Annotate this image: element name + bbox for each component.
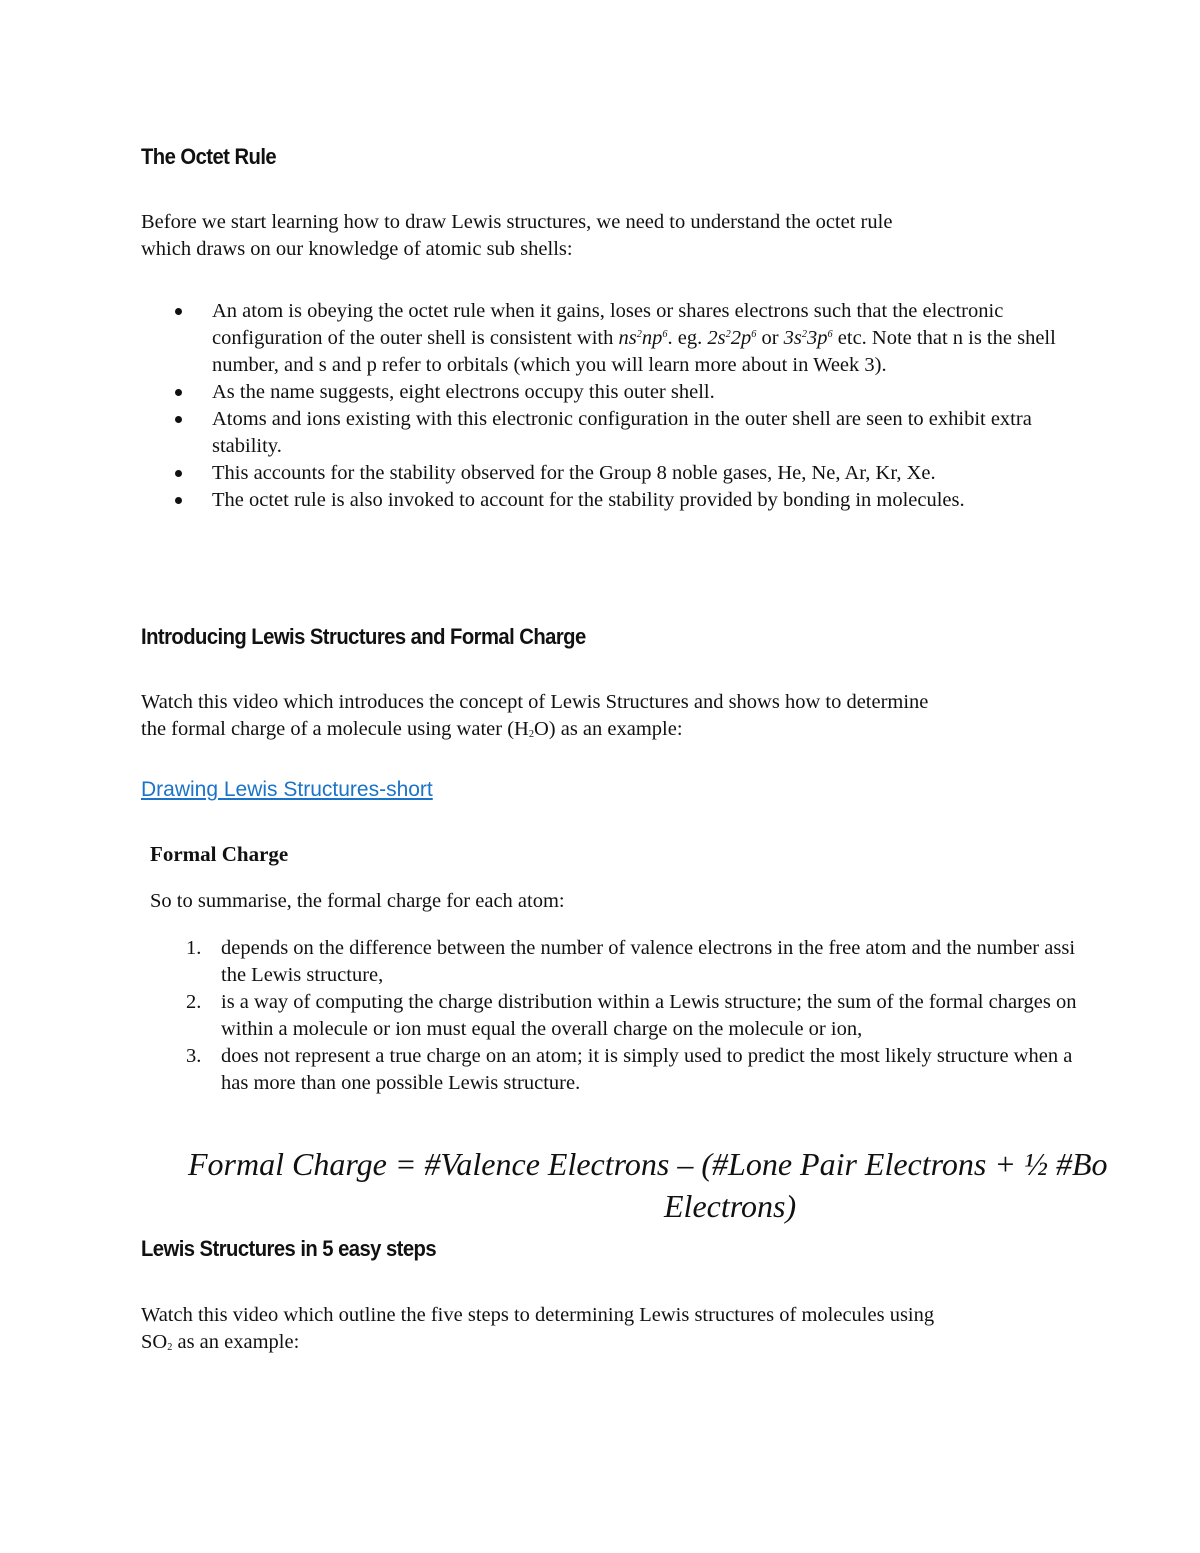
octet-intro-paragraph [141, 209, 1071, 263]
octet-bullet-list [141, 298, 1071, 514]
formal-charge-item-1: 1. depends on the difference between the number of valence electrons in the free atom and the number assi the Lewis structure, [186, 937, 1076, 986]
octet-bullet-5: The octet rule is also invoked to account for the stability provided by bonding in molecules. [141, 487, 1071, 514]
bullet-dot-icon [175, 470, 182, 477]
five-steps-line1: Watch this video which outline the five steps to determining Lewis structures of molecules using [141, 1304, 935, 1326]
formula-line-2: Electrons) [664, 1188, 797, 1224]
five-steps-paragraph: Watch this video which outline the five steps to determining Lewis structures of molecules using $SO_2$ as an example: [141, 1304, 935, 1354]
octet-bullet-3: Atoms and ions existing with this electronic configuration in the outer shell are seen to exhibit extra stability. [141, 406, 1071, 460]
octet-bullet-2: As the name suggests, eight electrons occupy this outer shell. [141, 379, 1071, 406]
bullet-dot-icon [175, 308, 182, 315]
bullet-dot-icon [175, 416, 182, 423]
bullet-dot-icon [175, 389, 182, 396]
octet-bullet-4: This accounts for the stability observed for the Group 8 noble gases, He, Ne, Ar, Kr, Xe. [141, 460, 1071, 487]
drawing-lewis-structures-video-link[interactable]: Drawing Lewis Structures-short [141, 778, 433, 801]
heading-lewis-intro: Introducing Lewis Structures and Formal Charge [141, 624, 586, 649]
bullet-dot-icon [175, 497, 182, 504]
formula-line-1: Formal Charge = #Valence Electrons – (#Lone Pair Electrons + ½ #Bo [188, 1146, 1108, 1182]
heading-five-steps: Lewis Structures in 5 easy steps [141, 1236, 437, 1261]
octet-bullet-1: An atom is obeying the octet rule when it gains, loses or shares electrons such that the electronic configuration of the outer shell is consistent with $ns^2np^6$. eg. $2s^22p^6$ or $3s^23p^6$ etc. Note that n is the shell number, and s and p refer to orbitals (which you will learn more about in Week 3). [141, 298, 1071, 379]
heading-octet-rule: The Octet Rule [141, 144, 277, 169]
octet-intro-line1: Before we start learning how to draw Lewis structures, we need to understand the octet rule [141, 211, 893, 233]
formal-charge-item-2: 2. is a way of computing the charge distribution within a Lewis structure; the sum of the formal charges on within a molecule or ion must equal the overall charge on the molecule or ion, [186, 991, 1077, 1040]
formal-charge-numbered-list [150, 935, 1200, 1097]
formal-charge-summary: So to summarise, the formal charge for each atom: [150, 890, 565, 912]
formal-charge-formula [188, 1143, 1200, 1227]
subheading-formal-charge: Formal Charge [150, 842, 289, 866]
lewis-intro-line1: Watch this video which introduces the concept of Lewis Structures and shows how to determine [141, 691, 929, 713]
lewis-intro-paragraph: Watch this video which introduces the concept of Lewis Structures and shows how to determine the formal charge of a molecule using water $(H_2O)$ as an example: [141, 691, 929, 741]
octet-intro-line2: which draws on our knowledge of atomic sub shells: [141, 238, 573, 260]
formal-charge-item-3: 3. does not represent a true charge on an atom; it is simply used to predict the most likely structure when a has more than one possible Lewis structure. [186, 1045, 1073, 1094]
